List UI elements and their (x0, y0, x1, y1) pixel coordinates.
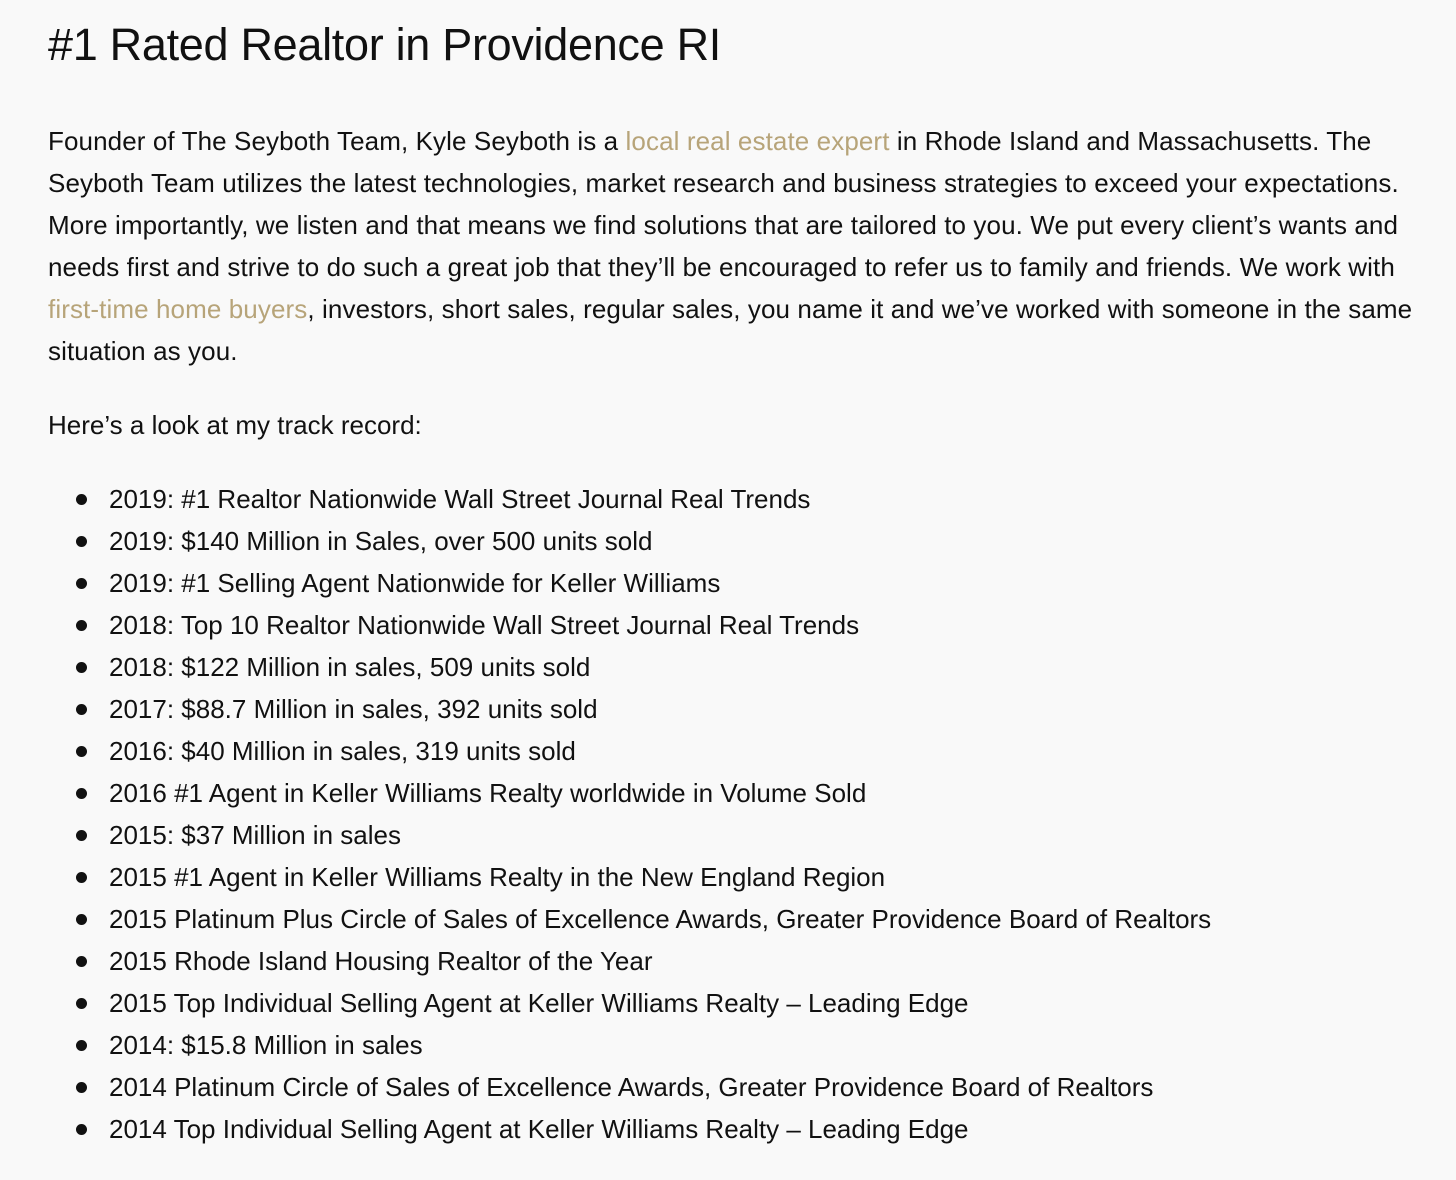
list-item (48, 940, 1456, 982)
list-item (48, 856, 1456, 898)
list-item (48, 688, 1456, 730)
list-item (48, 772, 1456, 814)
list-item (48, 898, 1456, 940)
list-item (48, 1024, 1456, 1066)
bullet-icon (76, 536, 87, 547)
list-item (48, 646, 1456, 688)
list-item (48, 604, 1456, 646)
list-item-text: 2018: Top 10 Realtor Nationwide Wall Street Journal Real Trends (109, 610, 860, 640)
intro-text-3: , investors, short sales, regular sales, you name it and we’ve worked with someone in the same situation as you. (48, 294, 1413, 366)
track-record-list (48, 478, 1456, 1150)
list-item (48, 1066, 1456, 1108)
list-item-text: 2015: $37 Million in sales (109, 820, 401, 850)
first-time-home-buyers-link[interactable]: first-time home buyers (48, 294, 308, 324)
intro-paragraph (48, 120, 1428, 372)
list-item (48, 730, 1456, 772)
list-item-text: 2019: #1 Realtor Nationwide Wall Street Journal Real Trends (109, 484, 811, 514)
list-item (48, 478, 1456, 520)
bullet-icon (76, 1124, 87, 1135)
list-item (48, 562, 1456, 604)
intro-text-2: in Rhode Island and Massachusetts. The Seyboth Team utilizes the latest technologies, market research and business strategies to exceed your expectations. More importantly, we listen and that means we find solutions that are tailored to you. We put every client’s wants and needs first and strive to do such a great job that they’ll be encouraged to refer us to family and friends. We work with (48, 126, 1399, 282)
list-item-text: 2015 Platinum Plus Circle of Sales of Excellence Awards, Greater Providence Board of Realtors (109, 904, 1212, 934)
list-item (48, 520, 1456, 562)
bullet-icon (76, 830, 87, 841)
list-item-text: 2015 Rhode Island Housing Realtor of the Year (109, 946, 653, 976)
page-title: #1 Rated Realtor in Providence RI (48, 19, 721, 70)
bullet-icon (76, 1040, 87, 1051)
list-item-text: 2014 Platinum Circle of Sales of Excellence Awards, Greater Providence Board of Realtors (109, 1072, 1154, 1102)
list-item-text: 2019: $140 Million in Sales, over 500 units sold (109, 526, 653, 556)
list-item-text: 2018: $122 Million in sales, 509 units sold (109, 652, 591, 682)
bullet-icon (76, 494, 87, 505)
bullet-icon (76, 704, 87, 715)
list-item-text: 2016: $40 Million in sales, 319 units sold (109, 736, 576, 766)
bullet-icon (76, 872, 87, 883)
bullet-icon (76, 788, 87, 799)
bullet-icon (76, 746, 87, 757)
list-item (48, 814, 1456, 856)
list-item (48, 982, 1456, 1024)
bullet-icon (76, 956, 87, 967)
track-record-lead: Here’s a look at my track record: (48, 410, 422, 440)
bullet-icon (76, 662, 87, 673)
bullet-icon (76, 620, 87, 631)
list-item-text: 2016 #1 Agent in Keller Williams Realty worldwide in Volume Sold (109, 778, 867, 808)
bullet-icon (76, 998, 87, 1009)
list-item-text: 2014: $15.8 Million in sales (109, 1030, 423, 1060)
list-item-text: 2019: #1 Selling Agent Nationwide for Keller Williams (109, 568, 721, 598)
local-real-estate-expert-link[interactable]: local real estate expert (625, 126, 890, 156)
bullet-icon (76, 578, 87, 589)
bullet-icon (76, 914, 87, 925)
intro-text-1: Founder of The Seyboth Team, Kyle Seyboth is a (48, 126, 626, 156)
list-item-text: 2015 Top Individual Selling Agent at Keller Williams Realty – Leading Edge (109, 988, 969, 1018)
list-item (48, 1108, 1456, 1150)
bullet-icon (76, 1082, 87, 1093)
list-item-text: 2015 #1 Agent in Keller Williams Realty in the New England Region (109, 862, 886, 892)
list-item-text: 2017: $88.7 Million in sales, 392 units sold (109, 694, 598, 724)
list-item-text: 2014 Top Individual Selling Agent at Keller Williams Realty – Leading Edge (109, 1114, 969, 1144)
